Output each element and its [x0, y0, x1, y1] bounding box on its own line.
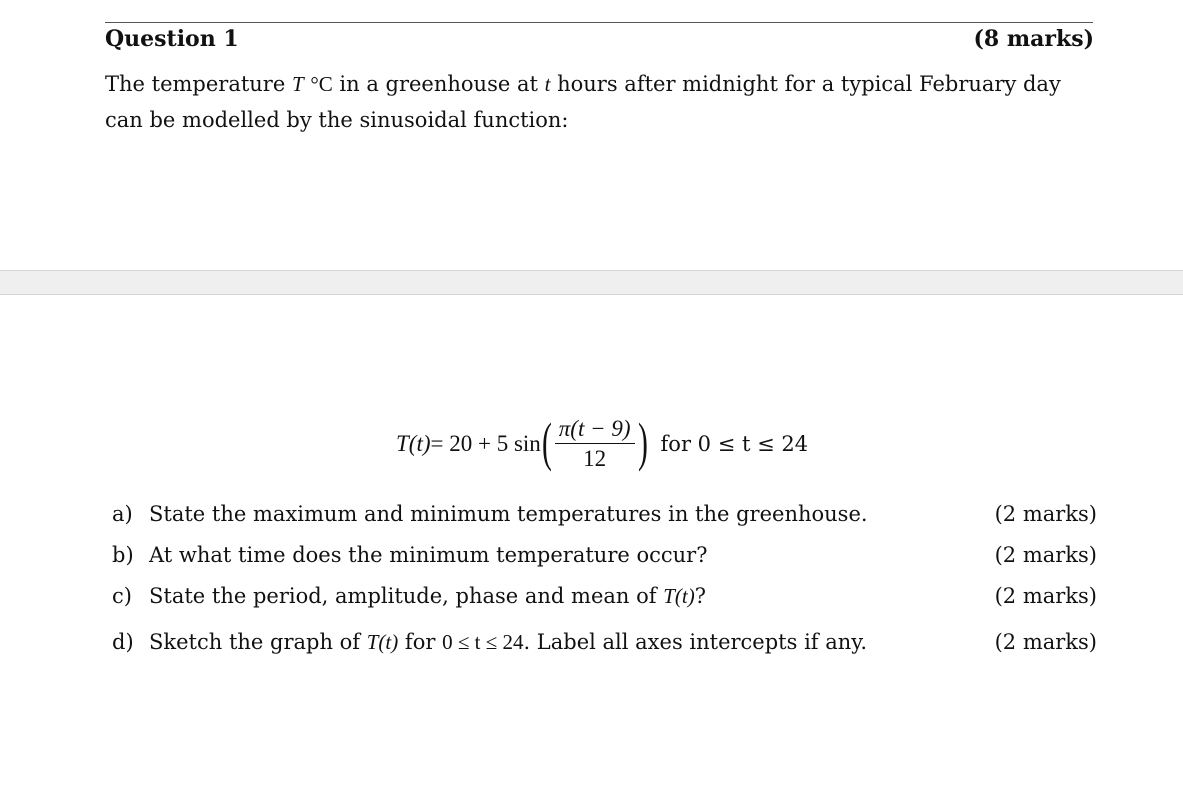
- part-marks: (2 marks): [994, 502, 1097, 526]
- question-intro: [105, 66, 1095, 138]
- sinusoidal-formula: [396, 412, 808, 476]
- intro-text-2: in a greenhouse at: [332, 72, 545, 96]
- part-text: [149, 627, 867, 657]
- part-label: d): [112, 630, 134, 654]
- part-label: c): [112, 584, 132, 608]
- part-d: [112, 627, 1097, 657]
- left-paren: (: [541, 412, 552, 472]
- question-marks: (8 marks): [973, 26, 1094, 52]
- part-text-after: . Label all axes intercepts if any.: [523, 630, 868, 654]
- domain-range: 0 ≤ t ≤ 24: [442, 630, 524, 654]
- part-marks: (2 marks): [994, 630, 1097, 654]
- top-rule: [105, 22, 1093, 23]
- part-text: At what time does the minimum temperature occur?: [149, 543, 708, 567]
- question-title: Question 1: [105, 26, 239, 52]
- part-text: [149, 581, 706, 611]
- function-notation: T(t): [366, 630, 399, 654]
- function-notation: T(t): [663, 584, 695, 608]
- formula-fraction: [555, 415, 635, 474]
- part-b: [112, 540, 1097, 570]
- intro-text-3: hours after midnight for a typical February day can be modelled by the sinusoidal function:: [105, 72, 1061, 132]
- formula-lhs: T(t): [396, 431, 431, 456]
- formula-equation: = 20 + 5 sin: [430, 431, 541, 456]
- formula-domain: for 0 ≤ t ≤ 24: [660, 432, 809, 456]
- part-label: a): [112, 502, 133, 526]
- part-marks: (2 marks): [994, 584, 1097, 608]
- part-text-after: ?: [694, 584, 706, 608]
- part-text: State the maximum and minimum temperatures in the greenhouse.: [149, 502, 868, 526]
- time-variable: t: [544, 72, 551, 96]
- part-text-mid: for: [398, 630, 443, 654]
- temperature-variable: T: [291, 72, 304, 96]
- part-text-before: State the period, amplitude, phase and mean of: [149, 584, 664, 608]
- part-label: b): [112, 543, 134, 567]
- page-break-band: [0, 270, 1183, 295]
- fraction-denominator: 12: [583, 445, 607, 471]
- part-text-before: Sketch the graph of: [149, 630, 367, 654]
- fraction-numerator: π(t − 9): [555, 415, 635, 444]
- intro-text-1: The temperature: [105, 72, 292, 96]
- right-paren: ): [637, 412, 648, 472]
- part-c: [112, 581, 1097, 611]
- part-a: [112, 499, 1097, 529]
- part-marks: (2 marks): [994, 543, 1097, 567]
- temperature-unit: °C: [310, 72, 333, 96]
